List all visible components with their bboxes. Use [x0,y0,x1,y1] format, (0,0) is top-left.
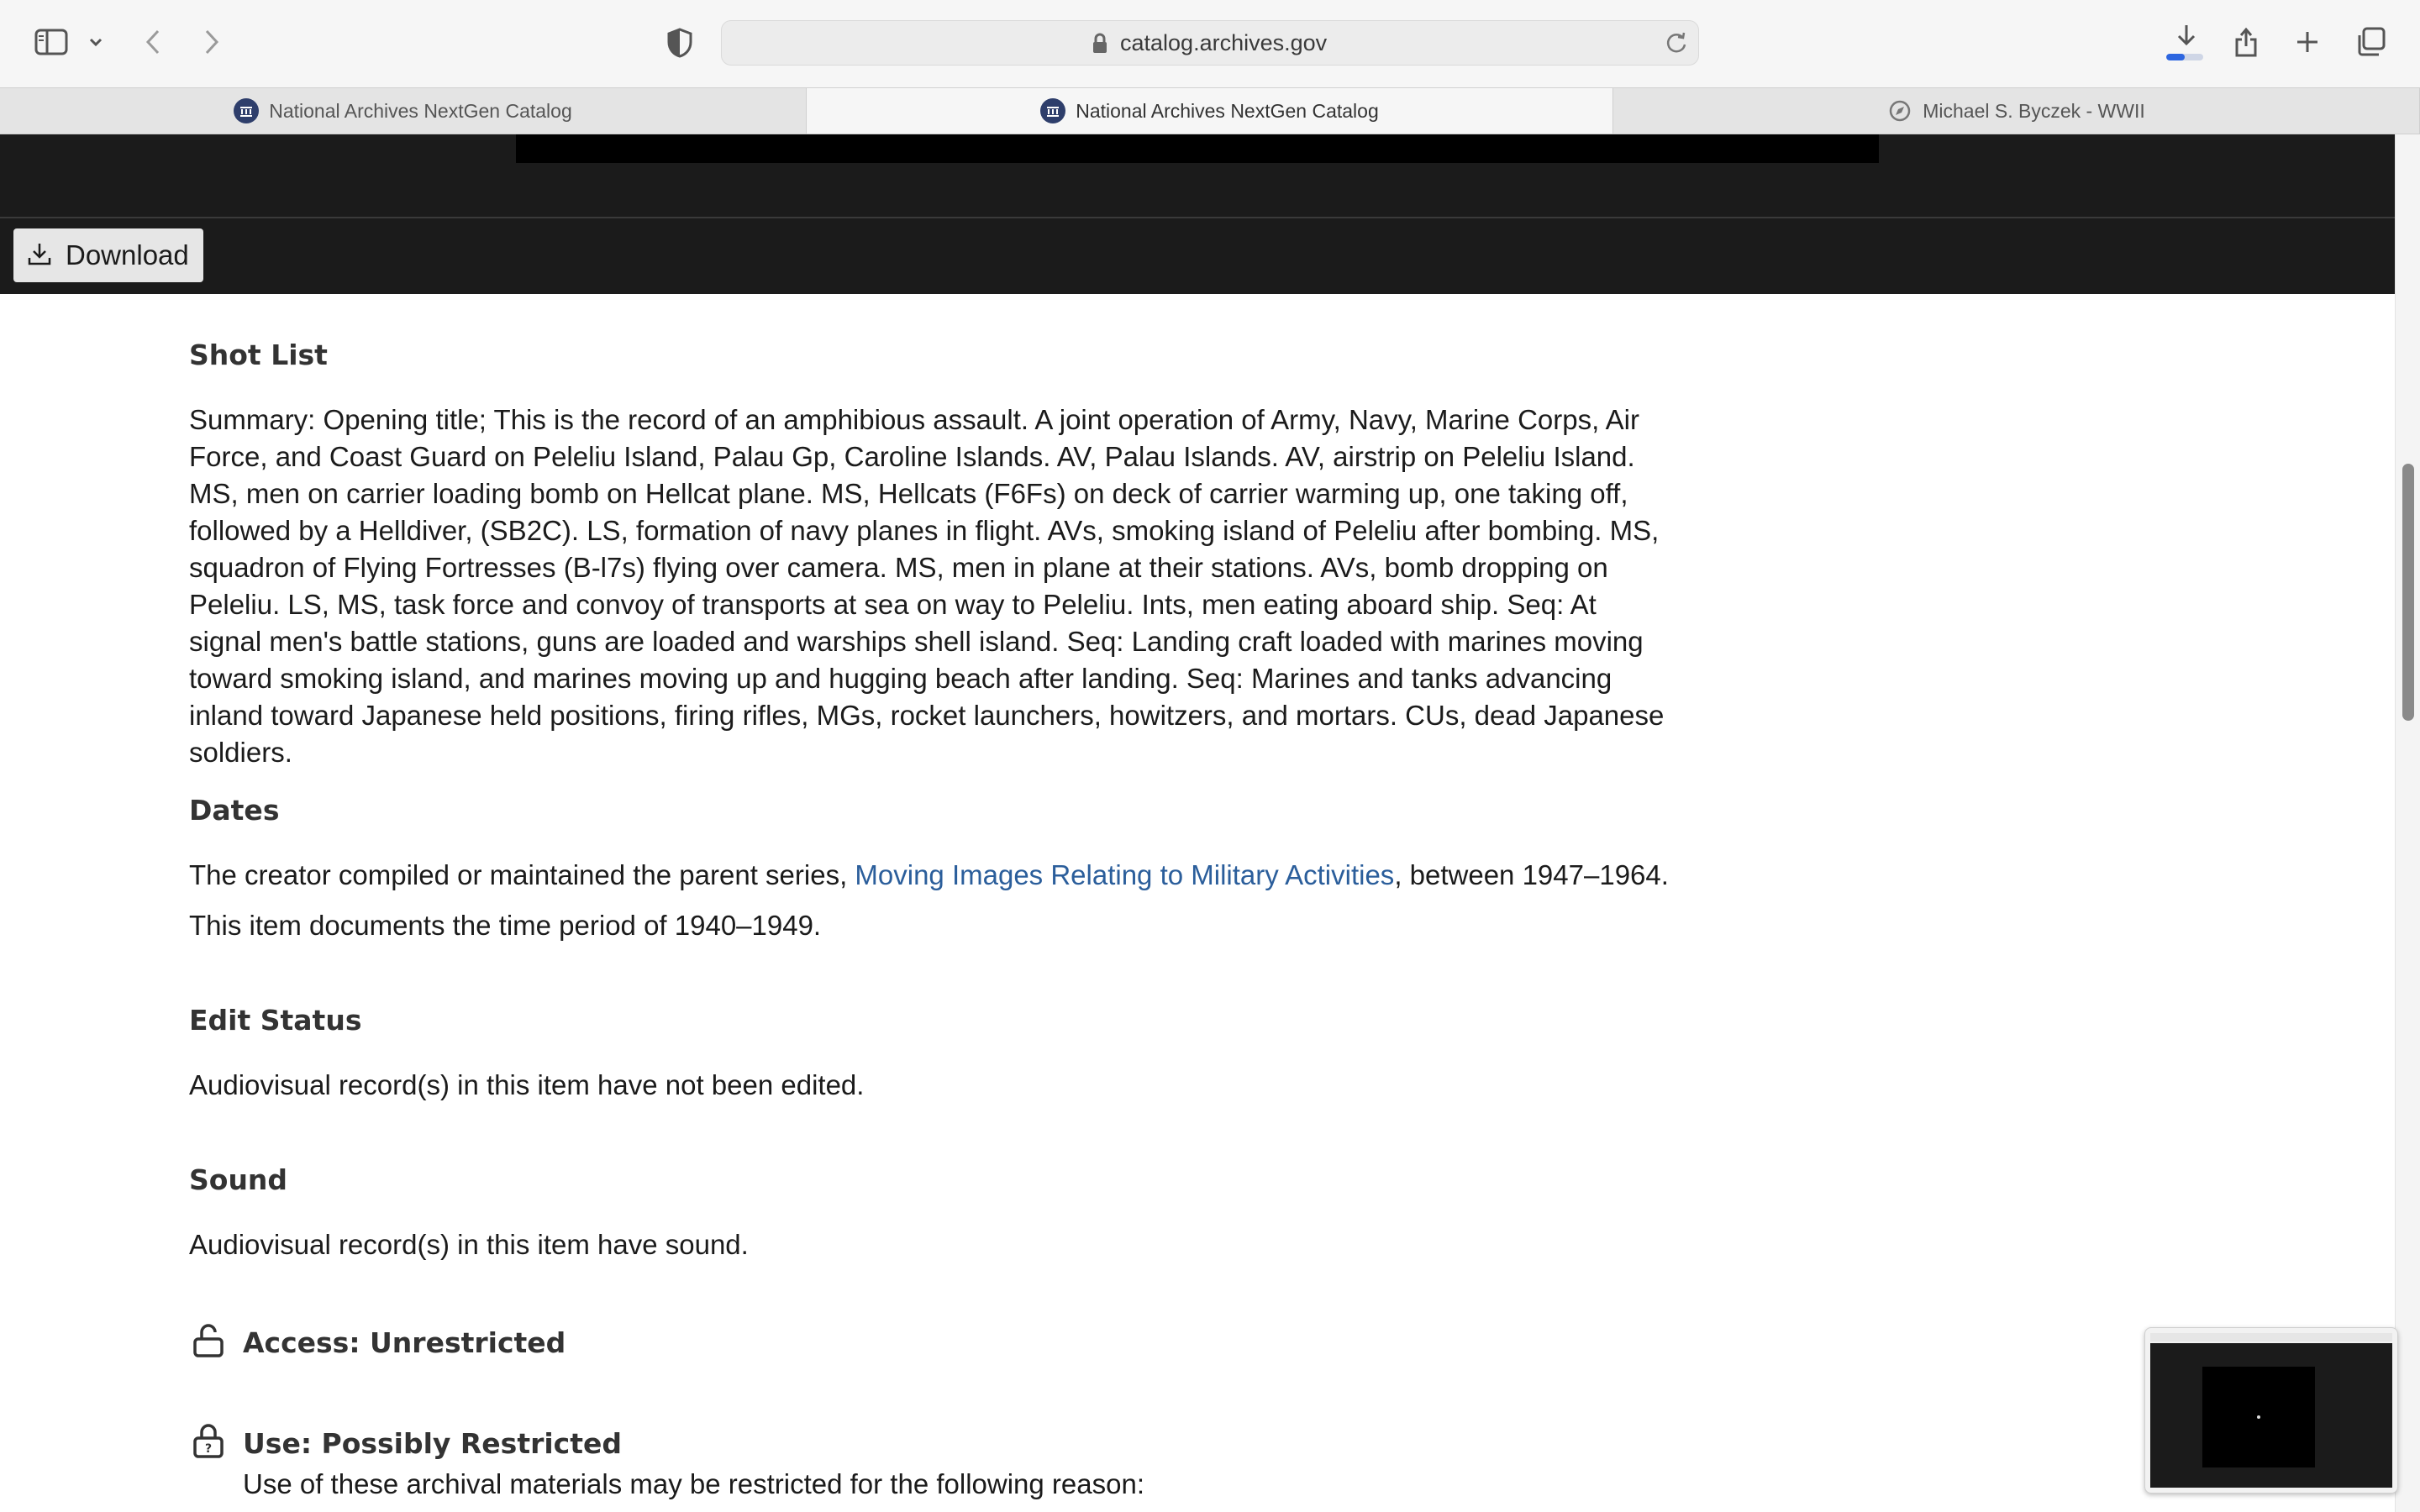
address-bar[interactable] [721,20,1699,66]
scrollbar-thumb[interactable] [2402,464,2414,721]
downloads-icon[interactable] [2171,22,2202,52]
download-icon [27,241,52,270]
reload-icon[interactable] [1665,31,1688,59]
download-button[interactable] [13,228,203,282]
download-button-label: Download [66,239,189,270]
compass-icon [1887,98,1912,123]
restricted-use-icon [191,1424,226,1463]
shot-list-heading: Shot List [189,339,328,371]
chevron-down-icon[interactable] [87,34,104,50]
scrollbar-track[interactable] [2395,134,2420,1512]
archives-seal-icon [1040,98,1065,123]
dates-time-period-text: This item documents the time period of 1940–1949. [189,910,822,941]
use-restriction-text: Use of these archival materials may be restricted for the following reason: [243,1468,1144,1499]
tab-label: Michael S. Byczek - WWII [1923,99,2145,122]
svg-text:?: ? [204,1442,213,1456]
media-player-area [0,134,2395,294]
use-heading: Use: Possibly Restricted [243,1427,623,1460]
shot-list-text: Summary: Opening title; This is the record of an amphibious assault. A joint operation of Army, Navy, Marine Corps, Air Force, and Coast Guard on Peleliu Island, Palau Gp, Caroline Islands. AV, Palau Islands. AV, airstrip on Peleliu Island. MS, men on carrier loading bomb on Hellcat plane. MS, Hellcats (F6Fs) on deck of carrier warming up, one taking off, followed by a Helldiver, (SB2C). LS, formation of navy planes in flight. AVs, smoking island of Peleliu after bombing. MS, squadron of Flying Fortresses (B-l7s) flying over camera. MS, men in plane at their stations. AVs, bomb dropping on Peleliu. LS, MS, task force and convoy of transports at sea on way to Peleliu. Ints, men eating aboard ship. Seq: At signal men's battle stations, guns are loaded and warships shell island. Seq: Landing craft loaded with marines moving toward smoking island, and marines moving up and hugging beach after landing. Seq: Marines and tanks advancing inland toward Japanese held positions, firing rifles, MGs, rocket launchers, howitzers, and mortars. CUs, dead Japanese soldiers. [189,404,1665,768]
tab-national-archives-2[interactable] [807,88,1613,134]
archives-seal-icon [234,98,259,123]
edit-status-text: Audiovisual record(s) in this item have not been edited. [189,1069,865,1100]
parent-series-link[interactable]: Moving Images Relating to Military Activities [855,859,1395,890]
access-row [191,1323,566,1362]
tab-bar [0,87,2420,134]
tab-overview-icon[interactable] [2354,25,2388,59]
browser-toolbar [0,0,2420,87]
sound-heading: Sound [189,1163,288,1196]
privacy-shield-icon[interactable] [666,27,694,59]
download-progress-bar [2166,54,2203,60]
back-arrow-icon[interactable] [141,27,165,57]
dates-parent-series-text [189,857,1702,894]
lock-icon [1092,33,1108,59]
unlock-icon [191,1323,226,1362]
use-row [191,1424,622,1463]
tab-michael-byczek[interactable] [1613,88,2420,134]
url-text: catalog.archives.gov [1120,30,1328,55]
picture-in-picture-preview[interactable] [2144,1327,2398,1494]
new-tab-plus-icon[interactable] [2292,27,2323,57]
sound-text: Audiovisual record(s) in this item have sound. [189,1229,749,1260]
share-icon[interactable] [2232,24,2260,59]
tab-label: National Archives NextGen Catalog [269,99,572,122]
edit-status-heading: Edit Status [189,1004,362,1037]
tab-label: National Archives NextGen Catalog [1076,99,1379,122]
dates-heading: Dates [189,794,280,827]
dates-suffix: , between 1947–1964. [1394,859,1669,890]
forward-arrow-icon[interactable] [200,27,224,57]
tab-national-archives-1[interactable] [0,88,807,134]
player-divider [0,217,2395,218]
video-frame[interactable] [516,134,1879,163]
sidebar-toggle-icon[interactable] [34,27,69,57]
dates-prefix: The creator compiled or maintained the parent series, [189,859,855,890]
access-heading: Access: Unrestricted [243,1326,566,1359]
